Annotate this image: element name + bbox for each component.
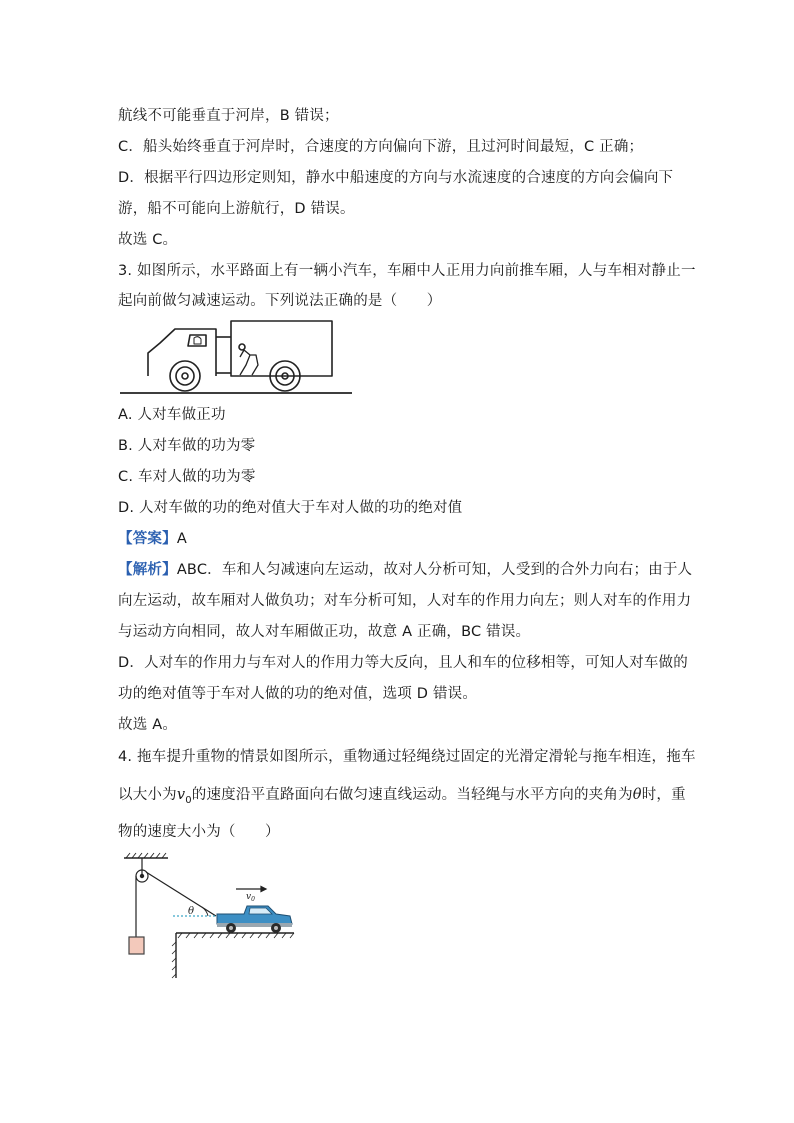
angle-symbol: θ xyxy=(632,787,642,803)
question-3-line-1: 3. 如图所示，水平路面上有一辆小汽车，车厢中人正用力向前推车厢，人与车相对静止一 xyxy=(118,263,696,279)
text-line: 故选 C。 xyxy=(118,232,178,248)
velocity-symbol: v xyxy=(176,787,186,803)
text-line: 故选 A。 xyxy=(118,717,178,733)
text-line: D．根据平行四边形定则知，静水中船速度的方向与水流速度的合速度的方向会偏向下 xyxy=(118,170,674,186)
car-push-figure xyxy=(118,315,358,400)
analysis-tag: 【解析】 xyxy=(118,562,177,578)
pulley-truck-figure xyxy=(118,850,308,985)
slanted-rope xyxy=(146,872,216,916)
option-a: A. 人对车做正功 xyxy=(118,407,226,423)
answer-tag: 【答案】 xyxy=(118,531,177,547)
weight-block xyxy=(129,937,144,954)
answer-value: A xyxy=(176,531,187,547)
text-line: 航线不可能垂直于河岸，B 错误； xyxy=(118,108,339,124)
question-4-line-1: 4. 拖车提升重物的情景如图所示，重物通过轻绳绕过固定的光滑定滑轮与拖车相连，拖车 xyxy=(118,749,696,765)
text-line: 功的绝对值等于车对人做的功的绝对值，选项 D 错误。 xyxy=(118,686,478,702)
theta-label: θ xyxy=(188,906,195,917)
analysis-text: ABC．车和人匀减速向左运动，故对人分析可知，人受到的合外力向右；由于人 xyxy=(176,562,693,578)
question-4-line-3: 物的速度大小为（ ） xyxy=(118,824,280,840)
analysis-line xyxy=(118,560,692,580)
angle-arc xyxy=(202,907,208,916)
text-line: 向左运动，故车厢对人做负功；对车分析可知，人对车的作用力向左；则人对车的作用力 xyxy=(118,593,692,609)
option-b: B. 人对车做的功为零 xyxy=(118,438,256,454)
person-icon xyxy=(239,344,245,350)
question-3-line-2: 起向前做匀减速运动。下列说法正确的是（ ） xyxy=(118,293,442,309)
option-d: D. 人对车做的功的绝对值大于车对人做的功的绝对值 xyxy=(118,500,463,516)
text-line: C．船头始终垂直于河岸时，合速度的方向偏向下游，且过河时间最短，C 正确； xyxy=(118,139,644,155)
text-line: D．人对车的作用力与车对人的作用力等大反向，且人和车的位移相等，可知人对车做的 xyxy=(118,655,688,671)
option-c: C. 车对人做的功为零 xyxy=(118,469,256,485)
question-4-line-2: 以大小为$v_0$的速度沿平直路面向右做匀速直线运动。当轻绳与水平方向的夹角为θ时，重 xyxy=(118,787,686,806)
v0-label: $v_0$ xyxy=(246,892,255,903)
pickup-truck-icon xyxy=(217,906,292,933)
text-line: 游，船不可能向上游航行，D 错误。 xyxy=(118,201,355,217)
text-line: 与运动方向相同，故人对车厢做正功，故意 A 正确，BC 错误。 xyxy=(118,624,531,640)
answer-line xyxy=(118,529,187,549)
wheel-icon xyxy=(170,361,200,391)
